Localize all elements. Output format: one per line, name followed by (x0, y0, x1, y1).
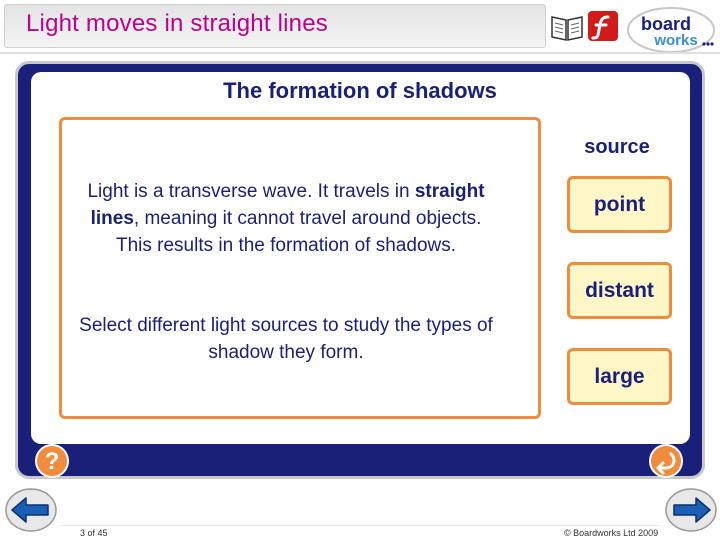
panel-title: The formation of shadows (223, 78, 497, 103)
point-source-button[interactable]: point (567, 176, 672, 233)
page-number: 3 of 45 (80, 528, 108, 538)
footer-divider (60, 525, 660, 526)
help-icon[interactable] (32, 442, 72, 480)
source-label: source (584, 136, 650, 158)
slide-title: Light moves in straight lines (26, 10, 328, 37)
distant-source-button[interactable]: distant (567, 262, 672, 319)
header-divider (0, 52, 720, 54)
copyright: © Boardworks Ltd 2009 (564, 528, 659, 538)
intro-text-start: Light is a transverse wave. It travels in (87, 181, 415, 202)
boardworks-logo (626, 6, 716, 54)
book-icon (549, 12, 585, 42)
back-icon[interactable] (646, 442, 686, 480)
flash-icon (587, 10, 619, 42)
text-box (59, 117, 541, 419)
next-arrow-icon[interactable] (664, 487, 718, 533)
svg-text:board: board (640, 14, 692, 34)
svg-text:?: ? (44, 448, 60, 475)
header (0, 0, 720, 55)
instruction-paragraph: Select different light sources to study the types of shadow they form. (79, 315, 493, 363)
intro-text-end: , meaning it cannot travel around objects. This results in the formation of shadows. (115, 208, 482, 256)
intro-text-bold: straight lines (90, 181, 485, 229)
intro-paragraph (76, 178, 496, 259)
prev-arrow-icon[interactable] (4, 487, 58, 533)
large-source-button[interactable]: large (567, 348, 672, 405)
svg-text:works: works (654, 32, 698, 49)
